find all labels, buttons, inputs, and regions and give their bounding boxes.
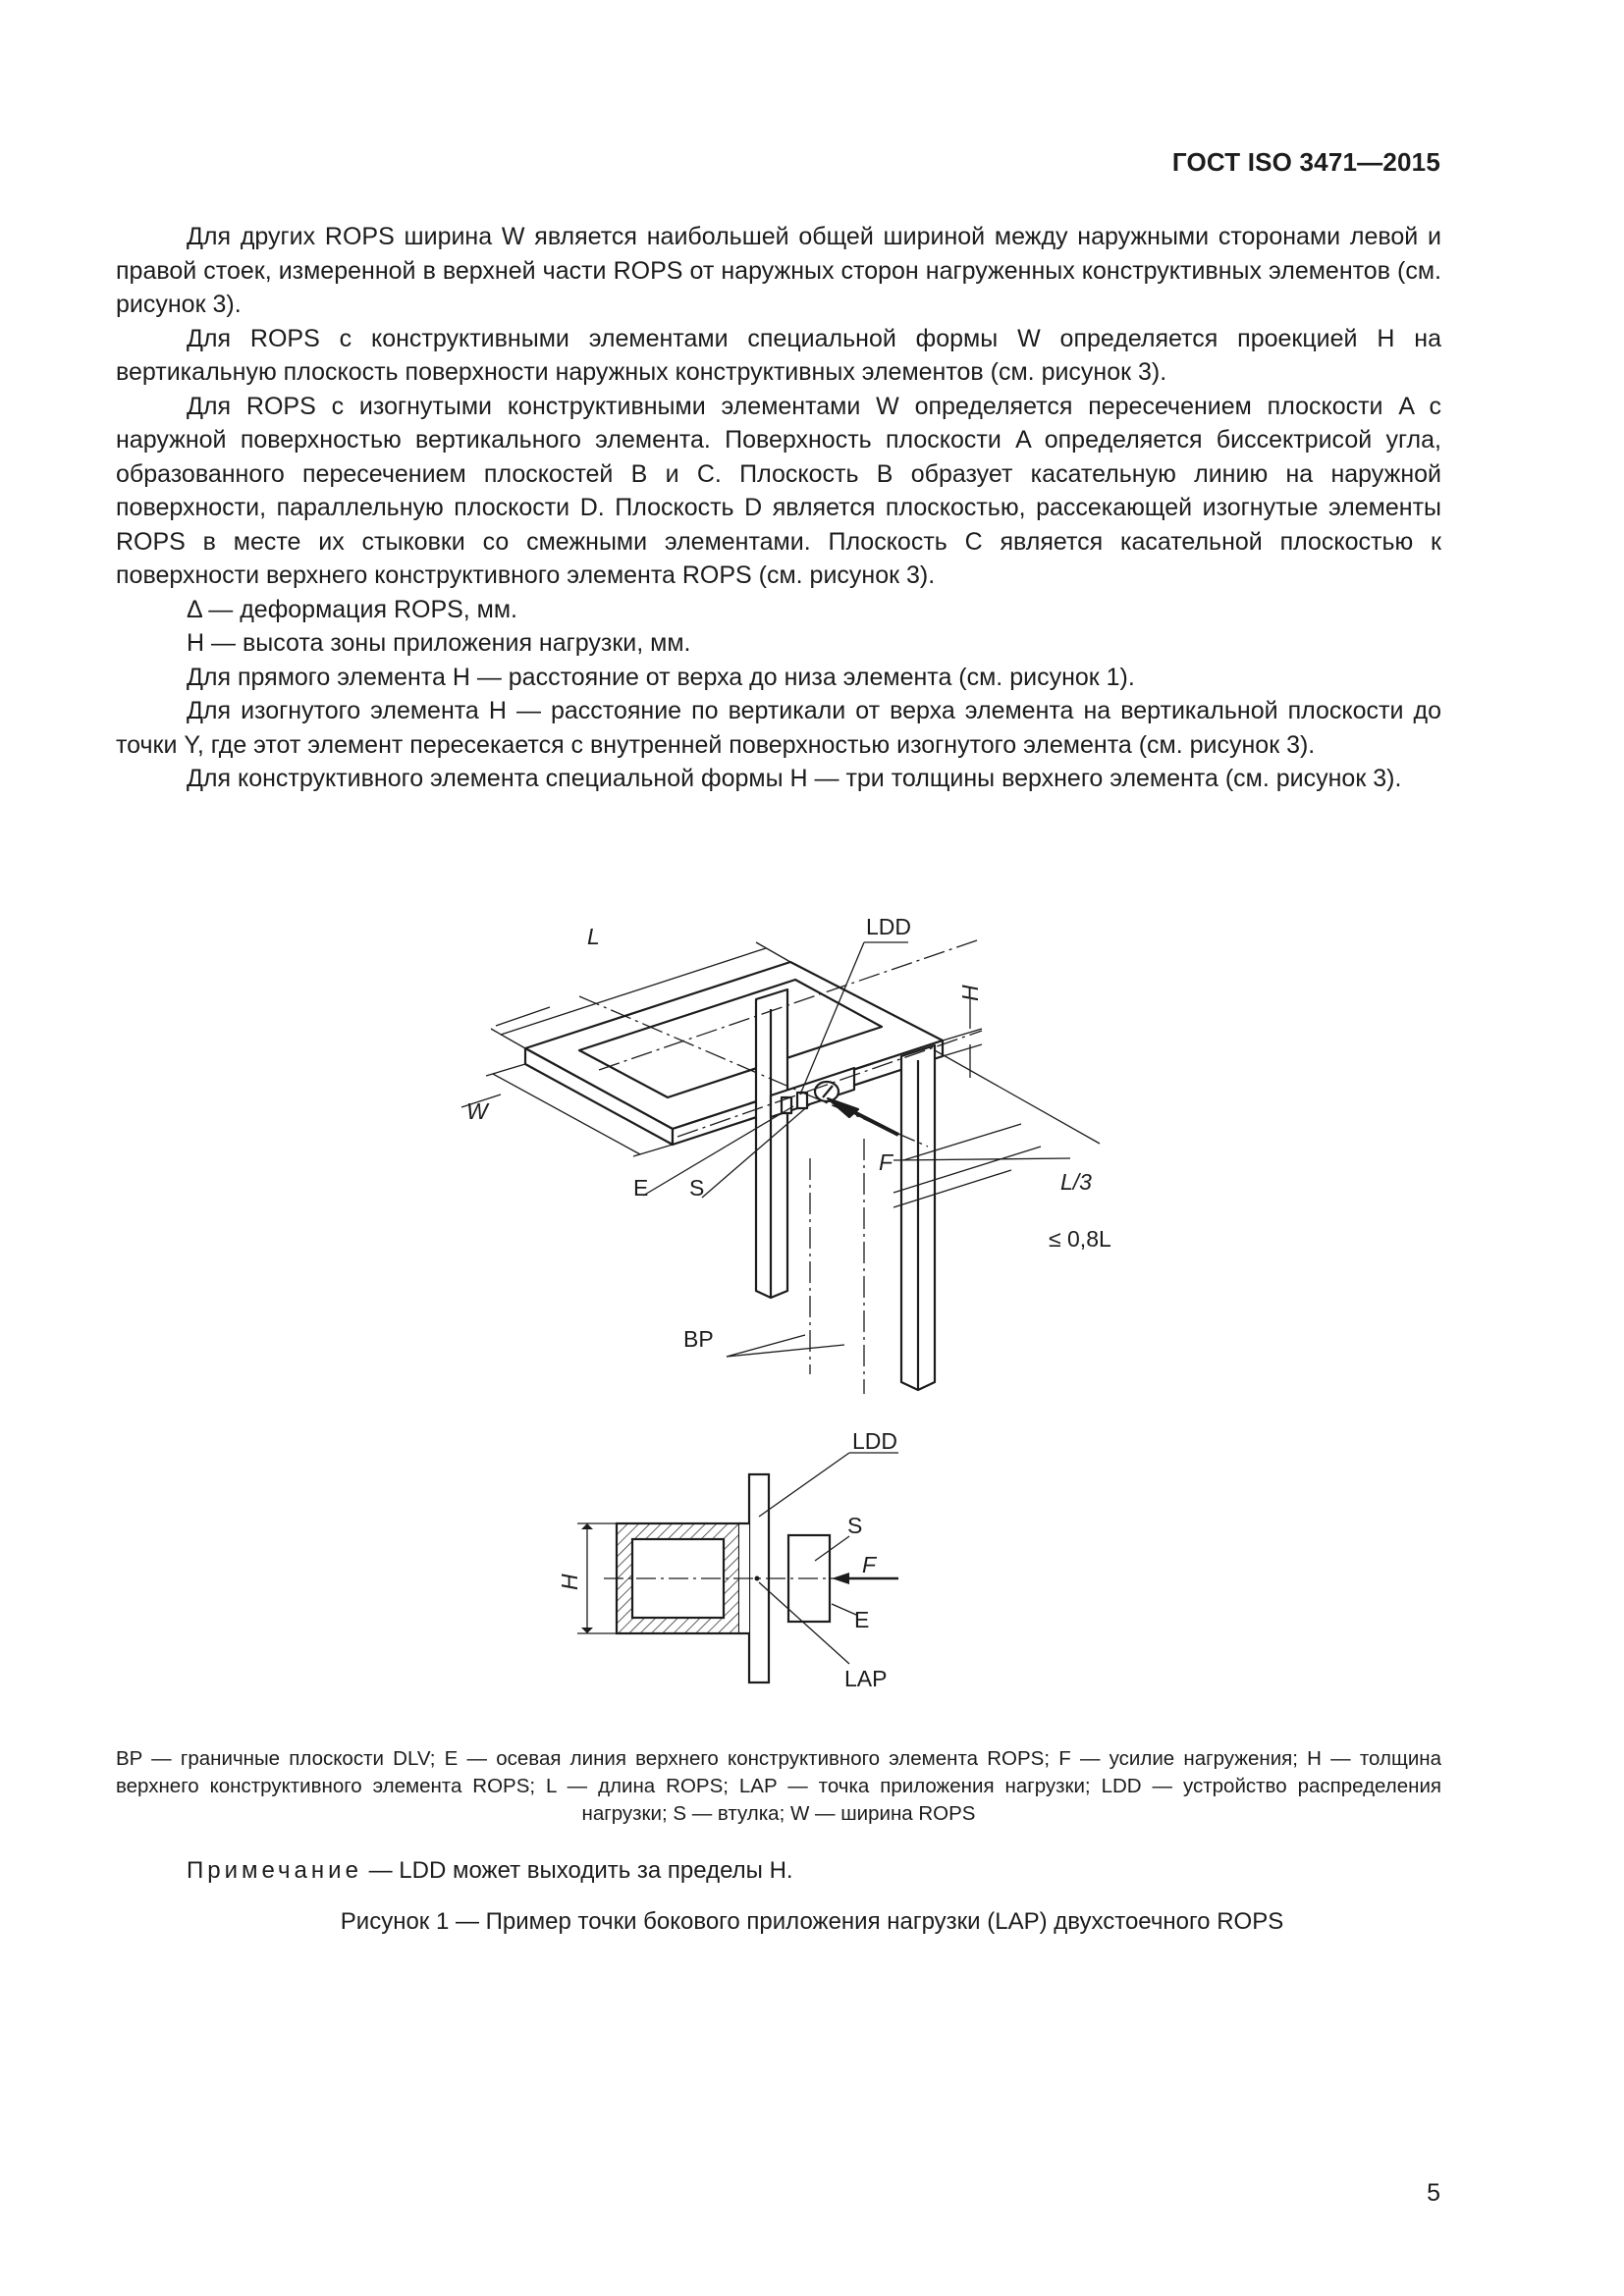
label-H: H bbox=[957, 985, 983, 1001]
document-id-header: ГОСТ ISO 3471—2015 bbox=[1171, 147, 1440, 177]
label-F: F bbox=[879, 1149, 893, 1175]
paragraph: Δ — деформация ROPS, мм. bbox=[187, 595, 517, 623]
page-number: 5 bbox=[1427, 2179, 1440, 2207]
note-label: Примечание bbox=[187, 1857, 362, 1884]
label-L: L bbox=[587, 924, 600, 949]
label-BP: BP bbox=[683, 1326, 714, 1352]
label-E: E bbox=[633, 1175, 649, 1201]
label-E: E bbox=[854, 1607, 870, 1632]
figure-note bbox=[187, 1857, 793, 1885]
paragraph: Для ROPS с изогнутыми конструктивными элементами W определяется пересечением плоскости A с наружной поверхностью вертикального элемента. Поверхность плоскости A определяется биссектрисой угла, образованного пересечением плоскостей B и C. Плоскость B образует касательную линию на наружной поверхности, параллельную плоскости D. Плоскость D является плоскостью, рассекающей изогнутые элементы ROPS в месте их стыковки со смежными элементами. Плоскость C является касательной плоскостью к поверхности верхнего конструктивного элемента ROPS (см. рисунок 3). bbox=[116, 392, 1441, 589]
label-W: W bbox=[466, 1098, 488, 1124]
label-H: H bbox=[557, 1574, 582, 1590]
paragraph: H — высота зоны приложения нагрузки, мм. bbox=[187, 629, 691, 657]
figure-legend: BP — граничные плоскости DLV; E — осевая линия верхнего конструктивного элемента ROPS; F — усилие нагружения; H — толщина верхнего конструктивного элемента ROPS; L — длина ROPS; LAP — точка приложения нагрузки; LDD — устройство распределения нагрузки; S — втулка; W — ширина ROPS bbox=[116, 1747, 1441, 1825]
label-S: S bbox=[689, 1175, 705, 1201]
note-text: — LDD может выходить за пределы H. bbox=[361, 1857, 793, 1884]
paragraph: Для прямого элемента H — расстояние от верха до низа элемента (см. рисунок 1). bbox=[187, 663, 1135, 691]
label-LAP: LAP bbox=[844, 1666, 888, 1691]
rops-isometric-figure bbox=[432, 903, 1139, 1414]
label-08L: ≤ 0,8L bbox=[1049, 1226, 1111, 1252]
label-F: F bbox=[862, 1552, 877, 1577]
paragraph: Для конструктивного элемента специальной формы H — три толщины верхнего элемента (см. рисунок 3). bbox=[187, 765, 1402, 792]
cross-section-figure bbox=[550, 1423, 982, 1718]
body-text bbox=[116, 220, 1441, 796]
label-LDD: LDD bbox=[852, 1428, 898, 1454]
figure-caption: Рисунок 1 — Пример точки бокового приложения нагрузки (LAP) двухстоечного ROPS bbox=[340, 1908, 1284, 1935]
label-LDD: LDD bbox=[866, 914, 912, 939]
paragraph: Для ROPS с конструктивными элементами специальной формы W определяется проекцией H на вертикальную плоскость поверхности наружных конструктивных элементов (см. рисунок 3). bbox=[116, 324, 1441, 386]
paragraph: Для других ROPS ширина W является наибольшей общей шириной между наружными сторонами левой и правой стоек, измеренной в верхней части ROPS от наружных сторон нагруженных конструктивных элементов (см. рисунок 3). bbox=[116, 223, 1441, 318]
label-L3: L/3 bbox=[1060, 1169, 1092, 1195]
label-S: S bbox=[847, 1513, 863, 1538]
paragraph: Для изогнутого элемента H — расстояние по вертикали от верха элемента на вертикальной плоскости до точки Y, где этот элемент пересекается с внутренней поверхностью изогнутого элемента (см. рисунок 3). bbox=[116, 697, 1441, 759]
